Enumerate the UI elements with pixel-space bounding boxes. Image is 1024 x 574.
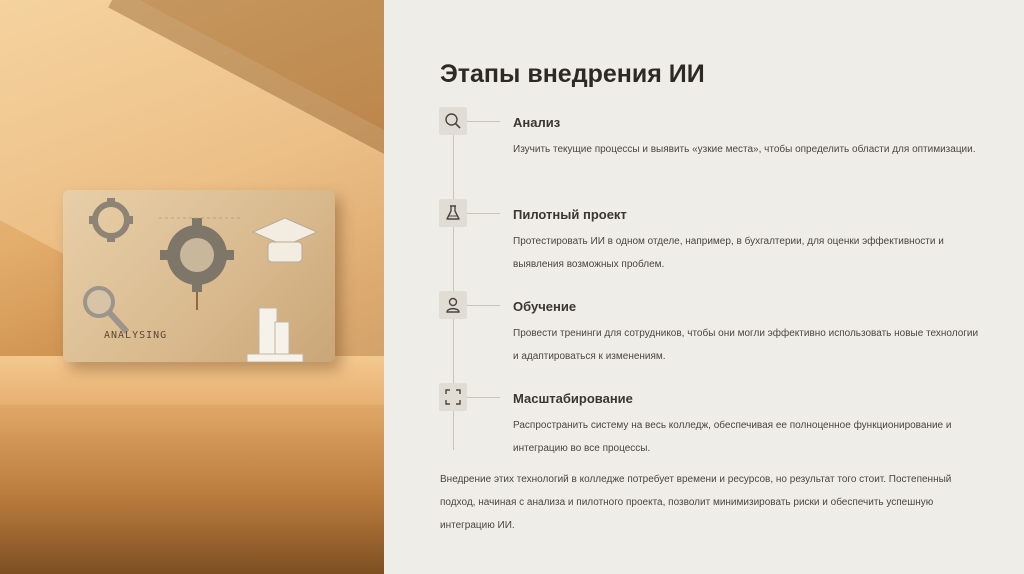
step-desc-analysis: Изучить текущие процессы и выявить «узкие места», чтобы определить области для оптимизации. <box>513 144 976 155</box>
person-icon <box>444 296 462 314</box>
step-title-training: Обучение <box>513 299 577 314</box>
step-desc-scaling: Распространить систему на весь колледж, обеспечивая ее полноценное функционирование и интеграцию во все процессы. <box>513 420 952 454</box>
magnifier-icon <box>444 112 462 130</box>
step-icon-pilot <box>439 199 467 227</box>
step-desc-pilot: Протестировать ИИ в одном отделе, например, в бухгалтерии, для оценки эффективности и выявления возможных проблем. <box>513 236 944 270</box>
page-title: Этапы внедрения ИИ <box>440 60 705 88</box>
building-icon <box>247 308 303 362</box>
hero-photo <box>0 0 384 574</box>
flask-icon <box>444 204 462 222</box>
graduation-cap-icon <box>253 218 317 262</box>
timeline-tick <box>467 121 500 122</box>
small-gear-teeth <box>89 198 133 242</box>
table-surface <box>0 356 384 406</box>
step-title-pilot: Пилотный проект <box>513 207 627 222</box>
step-title-scaling: Масштабирование <box>513 391 633 406</box>
expand-icon <box>444 388 462 406</box>
timeline-tick <box>467 213 500 214</box>
magnifier-icon <box>85 288 127 332</box>
step-icon-analysis <box>439 107 467 135</box>
small-gear-icon <box>95 204 127 236</box>
step-icon-scaling <box>439 383 467 411</box>
timeline-tick <box>467 305 500 306</box>
timeline-tick <box>467 397 500 398</box>
step-title-analysis: Анализ <box>513 115 561 130</box>
table-front <box>0 405 384 574</box>
step-icon-training <box>439 291 467 319</box>
summary-text: Внедрение этих технологий в колледже потребует времени и ресурсов, но результат того стоит. Постепенный подход, начиная с анализа и пилотного проекта, позволит минимизировать риски и обеспечить успешную интеграцию ИИ. <box>440 474 952 531</box>
step-desc-training: Провести тренинги для сотрудников, чтобы они могли эффективно использовать новые технологии и адаптироваться к изменениям. <box>513 328 979 362</box>
large-gear-icon <box>160 218 234 292</box>
board-text: ANALYSING <box>104 330 168 341</box>
